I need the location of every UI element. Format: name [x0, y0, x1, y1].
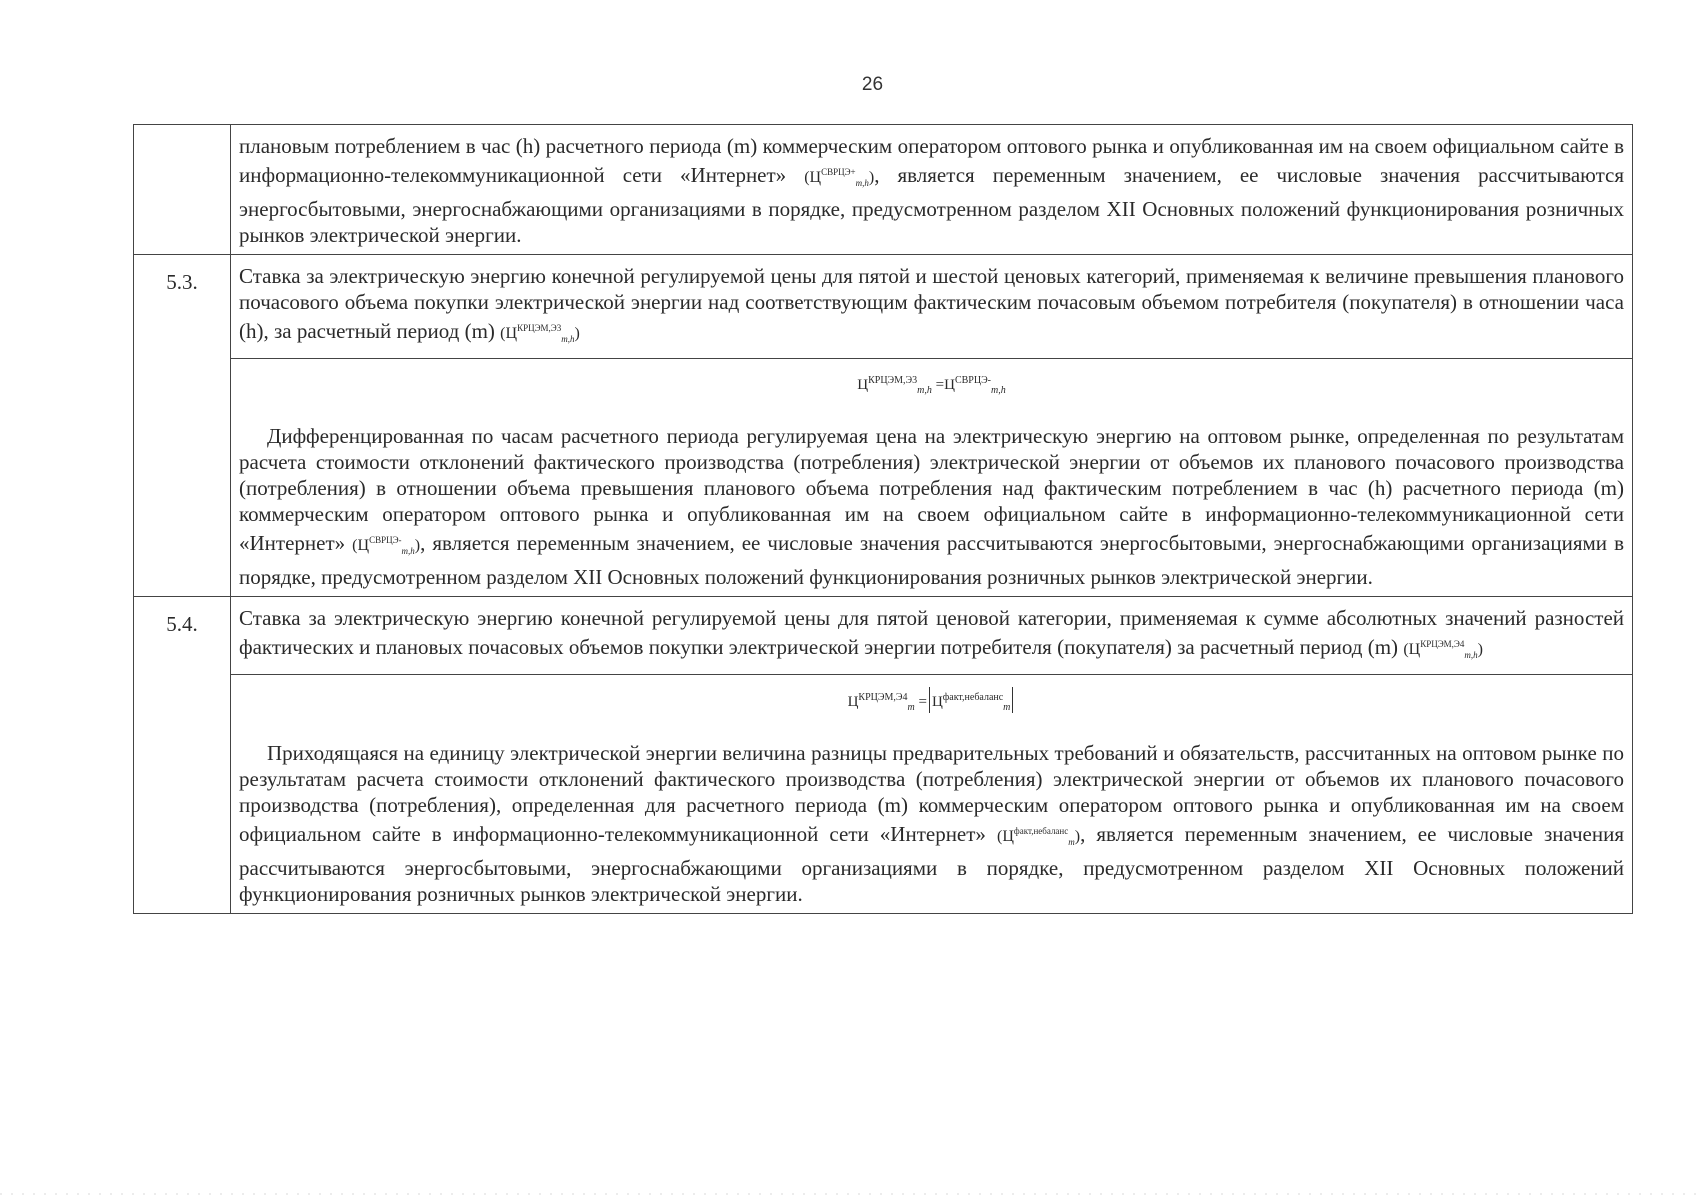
abs-bar-right [1012, 687, 1013, 713]
row-number [142, 133, 222, 139]
row-text-cell [231, 125, 1633, 255]
table-row [134, 597, 1633, 675]
symbol-base: Ц [809, 169, 822, 186]
row-title-cell [231, 597, 1633, 675]
table-row [134, 359, 1633, 597]
scan-noise [0, 1188, 1697, 1200]
row-title-text: Ставка за электрическую энергию конечной регулируемой цены для пятой и шестой ценовых категорий, применяемая к величине превышения планового почасового объема покупки электрической энергии над соответствующим фактическим почасовым объемом потребителя (покупателя) в отношении часа (h), за расчетный период (m) [239, 264, 1624, 343]
price-symbol: $(Ц^{факт,небаланс}_m)$ [997, 826, 1081, 847]
row-title-text: Ставка за электрическую энергию конечной регулируемой цены для пятой ценовой категории, применяемая к сумме абсолютных значений разностей фактических и плановых почасовых объемов покупки электрической энергии потребителя (покупателя) за расчетный период (m) [239, 606, 1624, 659]
price-symbol: $(Ц^{СВРЦЭ-}_{m,h})$ [352, 535, 421, 556]
price-symbol: $(Ц^{КРЦЭМ,Э3}_{m,h})$ [500, 323, 580, 344]
row-body-text: Дифференцированная по часам расчетного периода регулируемая цена на электрическую энергию на оптовом рынке, определенная по результатам расчета стоимости отклонений фактического производства (потребления) электрической энергии от объемов их планового почасового производства (потребления) в отношении объема превышения планового объема потребления над фактическим потреблением в час (h) расчетного периода (m) коммерческим оператором оптового рынка и опубликованная им на своем официальном сайте в информационно-телекоммуникационной сети «Интернет» $(Ц^{СВРЦЭ-}_{m,h})$, является переменным значением, ее числовые значения рассчитываются энергосбытовыми, энергоснабжающими организациями в порядке, предусмотренном разделом XII Основных положений функционирования розничных рынков электрической энергии. [239, 424, 1624, 589]
table-row [134, 125, 1633, 255]
row-body-cell [231, 359, 1633, 597]
symbol-sup: СВРЦЭ+ [821, 167, 856, 177]
row-number-cell [134, 125, 231, 255]
row-text-after: , является переменным значением, ее числовые значения рассчитываются энергосбытовыми, энергоснабжающими организациями в порядке, предусмотренном разделом XII Основных положений функционирования розничных рынков электрической энергии. [239, 163, 1624, 247]
page-number: 26 [861, 74, 884, 95]
price-symbol: $(Ц^{СВРЦЭ+}_{m,h})$ [804, 167, 875, 188]
price-symbol: $(Ц^{КРЦЭМ,Э4}_{m,h})$ [1403, 639, 1483, 660]
row-number: 5.4. [166, 612, 198, 636]
row-number-cell [134, 597, 231, 914]
row-body-text: Приходящаяся на единицу электрической энергии величина разницы предварительных требований и обязательств, рассчитанных на оптовом рынке по результатам расчета стоимости отклонений фактического производства (потребления) электрической энергии от объемов их планового почасового производства (потребления), определенная для расчетного периода (m) коммерческим оператором оптового рынка и опубликованная им на своем официальном сайте в информационно-телекоммуникационной сети «Интернет» $(Ц^{факт,небаланс}_m)$, является переменным значением, ее числовые значения рассчитываются энергосбытовыми, энергоснабжающими организациями в порядке, предусмотренном разделом XII Основных положений функционирования розничных рынков электрической энергии. [239, 741, 1625, 906]
row-text-before: плановым потреблением в час (h) расчетного периода (m) коммерческим оператором оптового рынка и опубликованная им на своем официальном сайте в информационно-телекоммуникационной сети «Интернет» [239, 134, 1624, 187]
row-number: 5.3. [166, 270, 198, 294]
row-body-cell [231, 675, 1633, 914]
abs-bar-left [929, 687, 930, 713]
row-title-cell [231, 255, 1633, 359]
table-row [134, 255, 1633, 359]
formula: $Ц^{КРЦЭМ,Э4}_m = Ц^{факт,небаланс}_m$ [239, 687, 1624, 718]
table-row [134, 675, 1633, 914]
row-number-cell [134, 255, 231, 597]
symbol-sub: m,h [855, 178, 869, 188]
formula: $Ц^{КРЦЭМ,Э3}_{m,h} =Ц^{СВРЦЭ-}_{m,h}$ [857, 375, 1006, 396]
regulation-table [133, 124, 1633, 914]
